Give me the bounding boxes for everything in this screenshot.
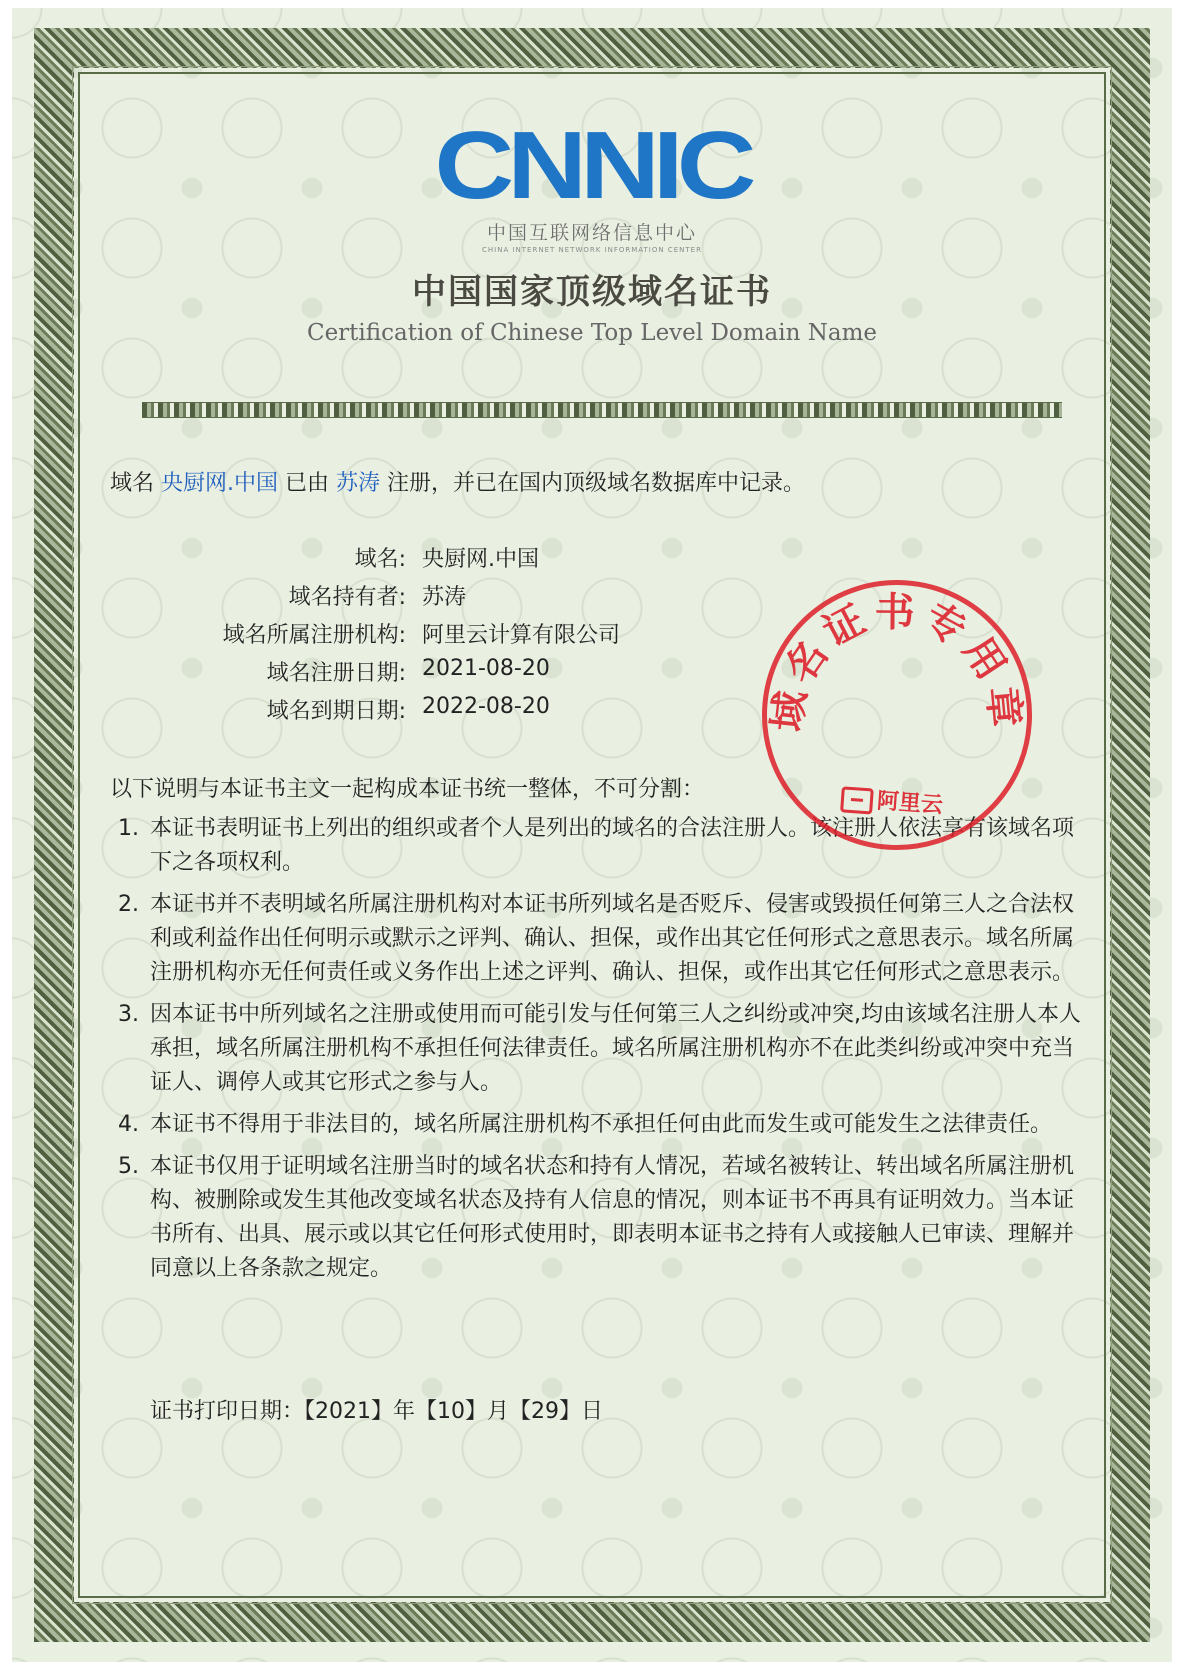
field-label: 域名持有者: <box>288 585 406 610</box>
field-row-exp-date <box>12 694 406 728</box>
term-text: 本证书不得用于非法目的，域名所属注册机构不承担任何由此而发生或可能发生之法律责任。 <box>150 1112 1053 1137</box>
intro-suffix: 注册，并已在国内顶级域名数据库中记录。 <box>380 471 806 496</box>
field-value: 苏涛 <box>422 585 467 610</box>
certificate-sheet <box>12 8 1172 1662</box>
field-row-registrar <box>12 618 406 652</box>
term-item <box>110 1150 1090 1286</box>
field-row-domain <box>12 542 406 576</box>
field-value: 央厨网.中国 <box>422 547 539 572</box>
cnnic-name-en: CHINA INTERNET NETWORK INFORMATION CENTER <box>482 246 702 254</box>
cnnic-logo-mark: CNNIC <box>434 112 750 219</box>
term-number: 4. <box>118 1112 139 1137</box>
terms-list <box>110 812 1090 1294</box>
field-label: 域名所属注册机构: <box>222 623 406 648</box>
term-text: 本证书并不表明域名所属注册机构对本证书所列域名是否贬斥、侵害或毁损任何第三人之合法权利或利益作出任何明示或默示之评判、确认、担保，或作出其它任何形式之意思表示。域名所属注册机构亦无任何责任或义务作出上述之评判、确认、担保，或作出其它任何形式之意思表示。 <box>150 892 1075 985</box>
print-date: 证书打印日期：【2021】年【10】月【29】日 <box>150 1399 603 1424</box>
certificate-title-en: Certification of Chinese Top Level Domain Name <box>306 320 878 346</box>
field-row-reg-date <box>12 656 406 690</box>
intro-prefix: 域名 <box>110 471 161 496</box>
cnnic-logo <box>12 112 1172 254</box>
field-row-holder <box>12 580 406 614</box>
term-item <box>110 1108 1090 1142</box>
term-number: 1. <box>118 816 139 841</box>
field-label: 域名注册日期: <box>266 661 406 686</box>
term-number: 5. <box>118 1154 139 1179</box>
registration-intro <box>110 466 805 497</box>
term-item <box>110 888 1090 990</box>
official-seal-stamp <box>753 571 1041 859</box>
term-number: 2. <box>118 892 139 917</box>
term-text: 本证书仅用于证明域名注册当时的域名状态和持有人情况，若域名被转让、转出域名所属注册机构、被删除或发生其他改变域名状态及持有人信息的情况，则本证书不再具有证明效力。当本证书所有、出具、展示或以其它任何形式使用时，即表明本证书之持有人或接触人已审读、理解并同意以上各条款之规定。 <box>150 1154 1075 1281</box>
field-value: 2022-08-20 <box>422 694 550 719</box>
term-text: 本证书表明证书上列出的组织或者个人是列出的域名的合法注册人。该注册人依法享有该域名项下之各项权利。 <box>150 816 1075 875</box>
intro-holder: 苏涛 <box>336 471 381 496</box>
ornamental-divider <box>142 402 1062 418</box>
field-label: 域名: <box>354 547 406 572</box>
certificate-title-cn: 中国国家顶级域名证书 <box>412 272 772 312</box>
field-label: 域名到期日期: <box>266 699 406 724</box>
intro-mid: 已由 <box>278 471 336 496</box>
field-value: 2021-08-20 <box>422 656 550 681</box>
field-value: 阿里云计算有限公司 <box>422 623 621 648</box>
seal-brand-text: 阿里云 <box>876 788 944 819</box>
seal-text: 域名证书专用章 <box>763 588 1030 736</box>
aliyun-logo-icon <box>840 786 874 814</box>
term-text: 因本证书中所列域名之注册或使用而可能引发与任何第三人之纠纷或冲突,均由该域名注册人本人承担，域名所属注册机构不承担任何法律责任。域名所属注册机构亦不在此类纠纷或冲突中充当证人、调停人或其它形式之参与人。 <box>150 1002 1081 1095</box>
terms-statement: 以下说明与本证书主文一起构成本证书统一整体，不可分割： <box>110 777 705 802</box>
term-number: 3. <box>118 1002 139 1027</box>
svg-text:域名证书专用章 <box>764 579 1036 749</box>
term-item <box>110 998 1090 1100</box>
intro-domain: 央厨网.中国 <box>161 471 278 496</box>
cnnic-name-cn: 中国互联网络信息中心 <box>486 222 697 244</box>
